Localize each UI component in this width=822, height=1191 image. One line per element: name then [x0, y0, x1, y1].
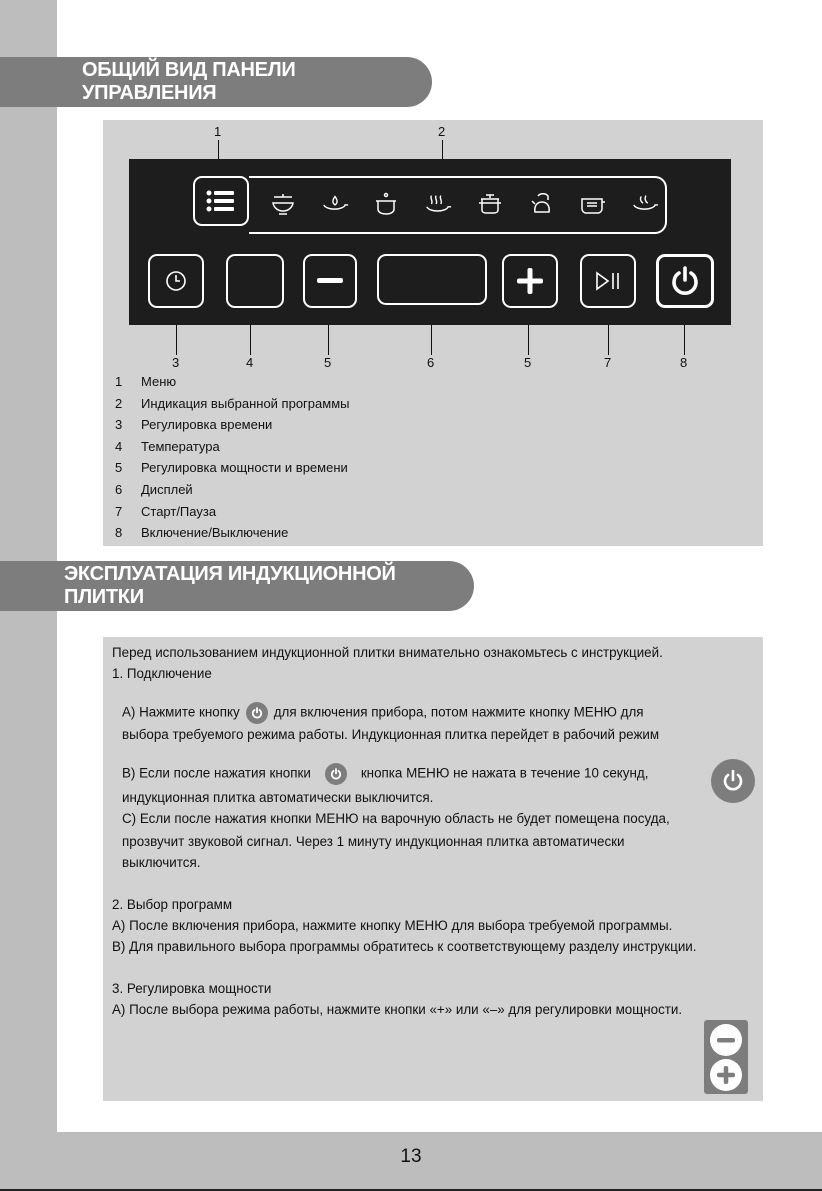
callout-label: 6: [427, 355, 435, 370]
milk-icon: [579, 190, 607, 218]
kettle-icon: [528, 190, 556, 218]
callout-line: [250, 325, 251, 355]
plus-minus-buttons: [704, 1020, 748, 1094]
intro-text: Перед использованием индукционной плитки внимательно ознакомьтесь с инструкцией.: [112, 645, 663, 660]
page-number: 13: [400, 1146, 422, 1167]
heading-connection: 1. Подключение: [112, 666, 212, 681]
control-panel-figure: [103, 120, 763, 546]
paragraph-a-line2: выбора требуемого режима работы. Индукционная плитка перейдет в рабочий режим: [122, 727, 660, 742]
heading-power: 3. Регулировка мощности: [112, 981, 272, 996]
legend-item: 1 Меню: [115, 374, 177, 389]
paragraph-c-line3: выключится.: [122, 855, 201, 870]
callout-line: [176, 325, 177, 355]
legend-list: [115, 371, 349, 544]
heading-programs: 2. Выбор программ: [112, 897, 233, 912]
plus-button[interactable]: [502, 254, 558, 308]
legend-item: 5 Регулировка мощности и времени: [115, 460, 348, 476]
callout-label: 4: [246, 355, 254, 370]
minus-icon: [317, 278, 343, 284]
minus-button[interactable]: [303, 254, 357, 308]
callout-label: 5: [524, 355, 532, 370]
callout-label: 2: [438, 124, 446, 139]
power-icon: [325, 763, 347, 785]
callout-line: [431, 325, 432, 355]
power-icon: [669, 265, 701, 297]
slow-cook-icon: [631, 190, 659, 218]
display: [377, 254, 487, 305]
steam-icon: [424, 190, 452, 218]
instructions-box: [103, 637, 763, 1101]
power-icon: [246, 702, 268, 724]
program-indicator: [269, 188, 659, 220]
bowl-icon: [269, 190, 297, 218]
minus-icon: [710, 1024, 742, 1056]
menu-button[interactable]: [193, 176, 249, 226]
paragraph-2b: В) Для правильного выбора программы обратитесь к соответствующему разделу инструкции.: [112, 939, 697, 954]
paragraph-a: А) Нажмите кнопку для включения прибора, потом нажмите кнопку МЕНЮ для: [122, 702, 644, 724]
callout-label: 8: [680, 355, 688, 370]
list-icon: [206, 190, 236, 212]
stew-pot-icon: [476, 190, 504, 218]
callout-line: [684, 325, 685, 355]
paragraph-b: В) Если после нажатия кнопки кнопка МЕНЮ не нажата в течение 10 секунд,: [122, 763, 648, 785]
legend-item: 3 Регулировка времени: [115, 417, 273, 433]
temperature-button[interactable]: [226, 254, 284, 308]
power-icon: [711, 759, 755, 803]
section-title-operation: [0, 561, 474, 611]
callout-label: 3: [172, 355, 180, 370]
paragraph-2a: А) После включения прибора, нажмите кнопку МЕНЮ для выбора требуемой программы.: [112, 918, 673, 933]
pot-icon: [372, 190, 400, 218]
legend-item: 7 Старт/Пауза: [115, 503, 217, 519]
plus-icon: [517, 268, 543, 294]
control-panel: [129, 159, 731, 325]
section-title-control-panel: [0, 57, 432, 107]
callout-label: 7: [604, 355, 612, 370]
flame-icon: [321, 190, 349, 218]
callout-line: [528, 325, 529, 355]
section-title-text: ЭКСПЛУАТАЦИЯ ИНДУКЦИОННОЙ ПЛИТКИ: [64, 563, 396, 608]
paragraph-c-line1: С) Если после нажатия кнопки МЕНЮ на варочную область не будет помещена посуда,: [122, 811, 670, 826]
callout-line: [608, 325, 609, 355]
start-pause-button[interactable]: [580, 254, 636, 308]
plus-icon: [710, 1059, 742, 1091]
legend-item: 8 Включение/Выключение: [115, 525, 289, 541]
play-pause-icon: [595, 271, 621, 291]
timer-button[interactable]: [148, 254, 204, 308]
power-button[interactable]: [656, 254, 714, 308]
callout-label: 5: [324, 355, 332, 370]
callout-line: [328, 325, 329, 355]
legend-item: 6 Дисплей: [115, 481, 193, 497]
paragraph-c-line2: прозвучит звуковой сигнал. Через 1 минуту индукционная плитка автоматически: [122, 834, 625, 849]
legend-item: 4 Температура: [115, 438, 220, 454]
callout-label: 1: [214, 124, 222, 139]
paragraph-3a: А) После выбора режима работы, нажмите кнопки «+» или «–» для регулировки мощности.: [112, 1002, 683, 1017]
paragraph-b-line2: индукционная плитка автоматически выключится.: [122, 790, 434, 805]
legend-item: 2 Индикация выбранной программы: [115, 395, 350, 411]
clock-icon: [164, 269, 188, 293]
section-title-text: ОБЩИЙ ВИД ПАНЕЛИ УПРАВЛЕНИЯ: [82, 59, 296, 104]
